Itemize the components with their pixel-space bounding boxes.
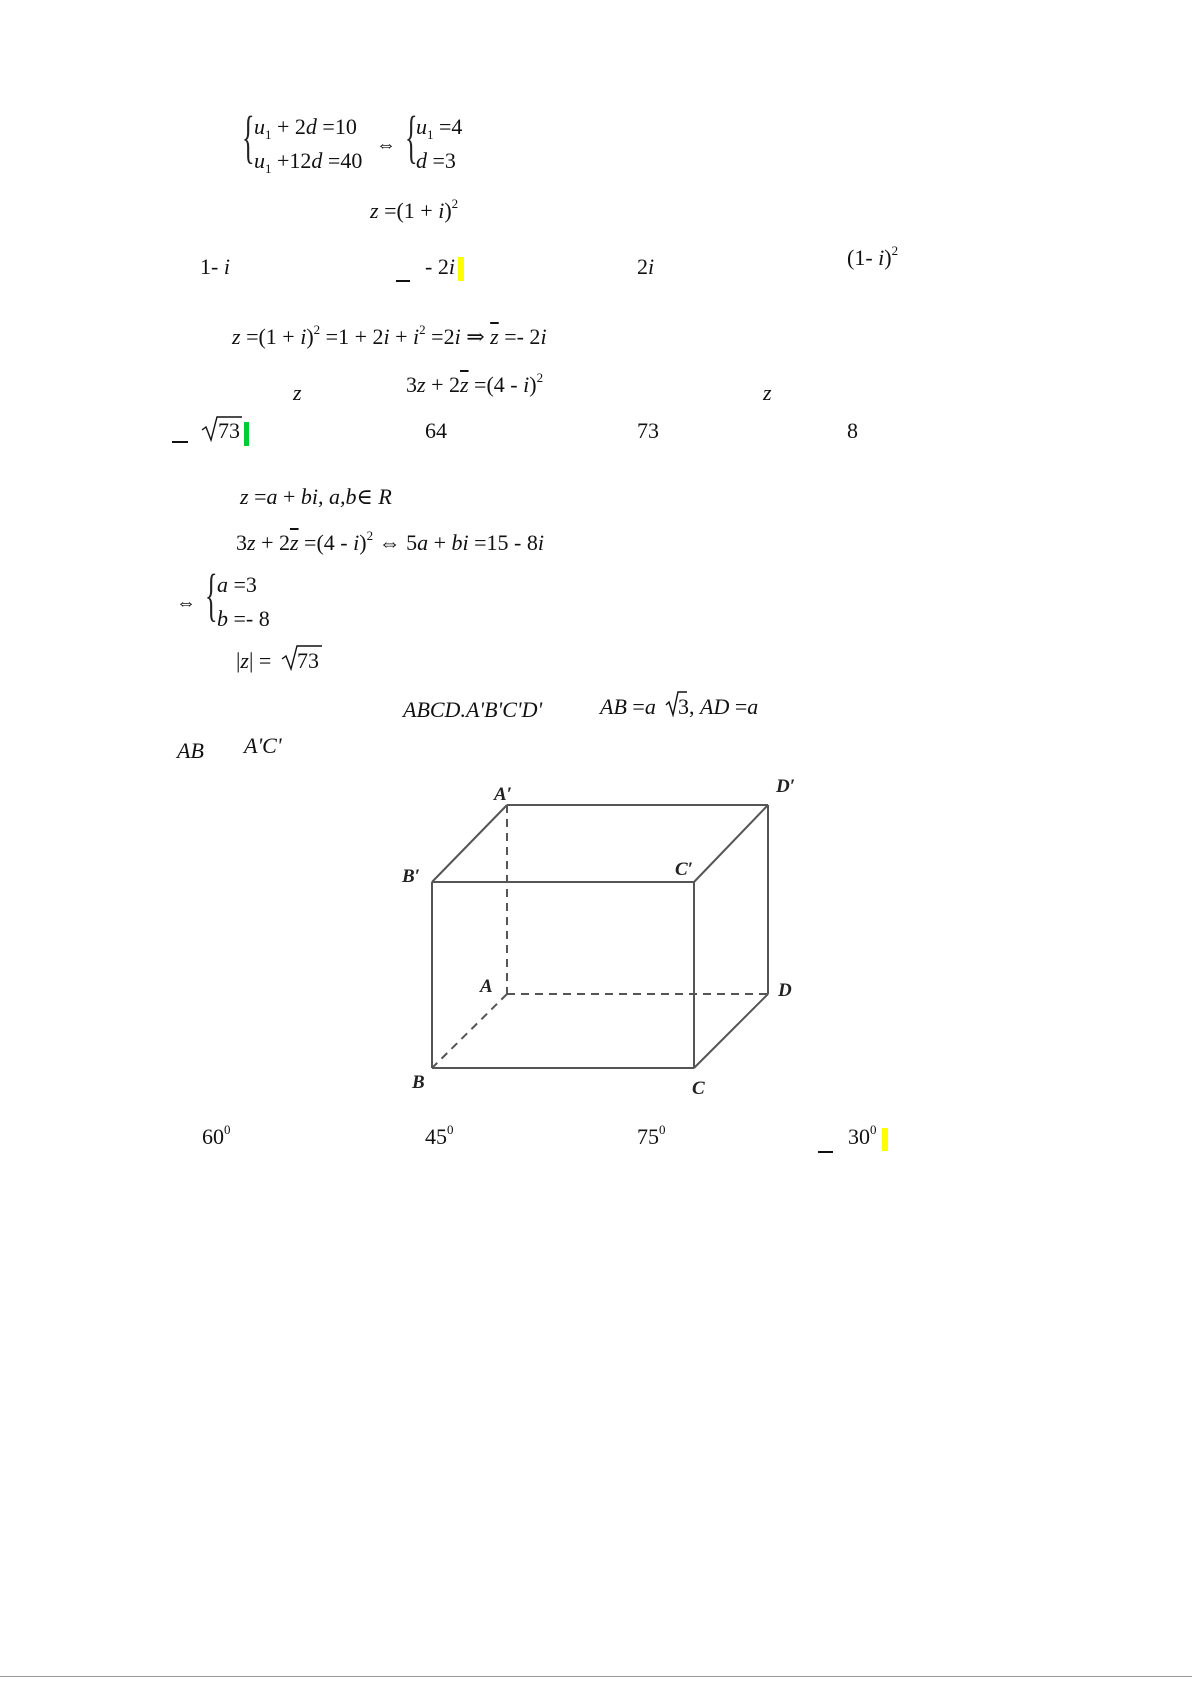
edge-c1d1	[694, 805, 768, 882]
modulus-lhs: |z| =	[236, 648, 272, 673]
option-2b: 64	[425, 418, 447, 443]
label-b: B	[412, 1072, 425, 1093]
q2-z-2: z	[763, 380, 772, 405]
brace-right: {	[405, 104, 418, 169]
option-2d: 8	[847, 418, 858, 443]
edge-b1a1	[432, 805, 507, 882]
prism-figure	[390, 770, 820, 1110]
edge-cd	[694, 994, 768, 1068]
answer-marker-2	[172, 441, 188, 443]
edge-ab-hidden	[432, 994, 507, 1068]
option-1b: - 2i	[425, 254, 455, 279]
q3-given-ab: AB =a	[600, 694, 656, 719]
solution-2-line-3: a =3	[217, 572, 257, 597]
label-c: C	[692, 1078, 705, 1099]
option-3c: $75^0$	[637, 1122, 666, 1149]
label-d1: D′	[776, 776, 796, 797]
solution-2-line-4: b =- 8	[217, 606, 270, 631]
option-1d: (1- i)$^2$	[847, 243, 899, 270]
q3-given-ad: 3, AD =a	[678, 694, 759, 719]
answer-marker	[396, 280, 410, 282]
label-a: A	[480, 976, 493, 997]
highlight-correct-3	[882, 1128, 888, 1151]
label-c1: C′	[675, 859, 694, 880]
eq-line-1: $u_1 + 2d =10$	[254, 114, 357, 142]
highlight-correct	[458, 257, 464, 281]
label-d: D	[778, 980, 792, 1001]
solution-2-line-2: $3z + 2\overline{z} =(4 - i)^2$ ⇔ 5a + bi =15 - 8i	[236, 528, 544, 555]
option-1c: 2i	[637, 254, 655, 279]
solution-2-line-1: z =a + bi, a,b∈ R	[240, 484, 392, 509]
brace-left: {	[242, 104, 255, 169]
modulus-value: 73	[297, 648, 319, 673]
eq-line-3: $u_1 =4$	[416, 114, 463, 142]
option-3d: $30^0$	[848, 1122, 877, 1149]
iff-symbol-2: ⇔	[176, 592, 196, 614]
q3-prism-name: ABCD.A'B'C'D'	[403, 697, 543, 722]
option-3a: $60^0$	[202, 1122, 231, 1149]
option-1a: 1- i	[200, 254, 230, 279]
q2-equation: $3z + 2\overline{z} =(4 - i)^2$	[406, 370, 544, 397]
highlight-correct-2	[244, 422, 249, 446]
q2-z-1: z	[293, 380, 302, 405]
option-2a-value: 73	[218, 418, 240, 443]
label-a1: A′	[494, 784, 513, 805]
label-b1: B′	[402, 866, 421, 887]
question-z-expression: $z =(1 + i)^2$	[370, 196, 459, 223]
eq-line-4: d =3	[416, 148, 456, 173]
page-bottom-rule	[0, 1676, 1192, 1677]
option-2c: 73	[637, 418, 659, 443]
eq-line-2: $u_1 +12d =40$	[254, 148, 363, 176]
solution-1: $z =(1 + i)^2 =1 + 2i + i^2 =2i$ ⇒ $\overline{z} =- 2i$	[232, 322, 547, 349]
q3-ac: A'C'	[244, 733, 282, 758]
q3-ab: AB	[177, 738, 204, 763]
option-3b: $45^0$	[425, 1122, 454, 1149]
brace-solution: {	[205, 562, 218, 627]
answer-marker-3	[818, 1151, 833, 1153]
iff-symbol: ⇔	[376, 134, 396, 156]
